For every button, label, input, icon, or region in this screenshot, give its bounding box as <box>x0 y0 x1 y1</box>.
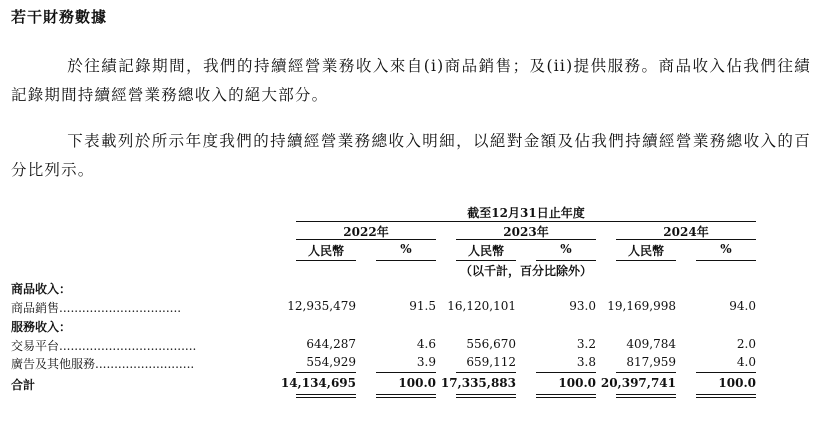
total-double-rule <box>536 394 596 398</box>
cell-value: 3.2 <box>576 337 596 351</box>
total-value: 100.0 <box>398 376 436 390</box>
total-value: 100.0 <box>558 376 596 390</box>
row-label: 交易平台.................................... <box>11 339 197 353</box>
total-label: 合計 <box>11 378 36 392</box>
col-rule <box>456 260 516 261</box>
cell-value: 817,959 <box>626 355 676 369</box>
col-rule <box>696 260 756 261</box>
total-double-rule <box>696 394 756 398</box>
cell-value: 12,935,479 <box>287 299 356 313</box>
cell-value: 554,929 <box>306 355 356 369</box>
cell-value: 16,120,101 <box>447 299 516 313</box>
header-rule <box>296 221 756 222</box>
col-rmb-2022: 人民幣 <box>307 244 344 258</box>
subtotal-rule <box>696 372 756 373</box>
cell-value: 3.8 <box>576 355 596 369</box>
paragraph-1: 於往績記錄期間，我們的持續經營業務收入來自(i)商品銷售；及(ii)提供服務。商品收入佔我們往績記錄期間持續經營業務總收入的絕大部分。 <box>11 57 811 104</box>
year-2022: 2022年 <box>343 225 389 239</box>
section-label-services: 服務收入： <box>11 320 72 334</box>
year-rule-2024 <box>616 239 756 240</box>
paragraph-2: 下表載列於所示年度我們的持續經營業務總收入明細，以絕對金額及佔我們持續經營業務總收入的百分比列示。 <box>11 132 811 179</box>
subtotal-rule <box>616 372 676 373</box>
cell-value: 4.0 <box>736 355 756 369</box>
subtotal-rule <box>456 372 516 373</box>
total-value: 20,397,741 <box>600 376 676 390</box>
year-2024: 2024年 <box>663 225 709 239</box>
row-label: 廣告及其他服務.......................... <box>11 357 195 371</box>
cell-value: 644,287 <box>306 337 356 351</box>
total-double-rule <box>456 394 516 398</box>
total-double-rule <box>376 394 436 398</box>
subtotal-rule <box>376 372 436 373</box>
dot-leader: .......................... <box>95 357 195 371</box>
dot-leader: ................................ <box>59 301 182 315</box>
col-pct-2023: % <box>560 242 572 256</box>
col-pct-2024: % <box>720 242 732 256</box>
cell-value: 94.0 <box>729 299 756 313</box>
col-rule <box>536 260 596 261</box>
period-header: 截至12月31日止年度 <box>467 206 585 220</box>
cell-value: 2.0 <box>736 337 756 351</box>
section-label-goods: 商品收入： <box>11 282 72 296</box>
total-value: 100.0 <box>718 376 756 390</box>
cell-value: 556,670 <box>466 337 516 351</box>
year-2023: 2023年 <box>503 225 549 239</box>
row-label: 商品銷售................................ <box>11 301 182 315</box>
revenue-breakdown-table <box>0 200 831 435</box>
subtotal-rule <box>536 372 596 373</box>
dot-leader: .................................... <box>59 339 197 353</box>
section-heading: 若干財務數據 <box>11 8 108 26</box>
cell-value: 19,169,998 <box>607 299 676 313</box>
cell-value: 3.9 <box>416 355 436 369</box>
cell-value: 409,784 <box>626 337 676 351</box>
unit-note: （以千計，百分比除外） <box>459 264 592 278</box>
cell-value: 93.0 <box>569 299 596 313</box>
year-rule-2023 <box>456 239 596 240</box>
cell-value: 659,112 <box>466 355 516 369</box>
col-rule <box>376 260 436 261</box>
col-rule <box>616 260 676 261</box>
cell-value: 4.6 <box>416 337 436 351</box>
col-rule <box>296 260 356 261</box>
col-rmb-2024: 人民幣 <box>627 244 664 258</box>
col-pct-2022: % <box>400 242 412 256</box>
total-value: 17,335,883 <box>440 376 516 390</box>
total-double-rule <box>296 394 356 398</box>
cell-value: 91.5 <box>409 299 436 313</box>
subtotal-rule <box>296 372 356 373</box>
total-value: 14,134,695 <box>280 376 356 390</box>
total-double-rule <box>616 394 676 398</box>
year-rule-2022 <box>296 239 436 240</box>
col-rmb-2023: 人民幣 <box>467 244 504 258</box>
